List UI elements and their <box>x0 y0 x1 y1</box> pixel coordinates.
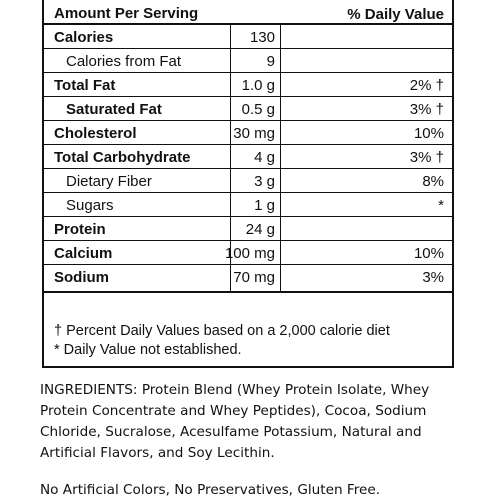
footnote-star: * Daily Value not established. <box>54 342 242 358</box>
nutrient-dv: 10% <box>413 125 444 142</box>
nutrient-dv: * <box>438 197 444 214</box>
nutrient-name: Calcium <box>54 245 113 262</box>
column-divider <box>280 25 281 293</box>
nutrient-amount: 30 mg <box>233 125 275 142</box>
row-calories <box>44 25 452 49</box>
nutrient-amount: 1.0 g <box>241 77 275 94</box>
nutrient-dv: 3% † <box>409 101 444 118</box>
nutrient-name: Protein <box>54 221 106 238</box>
row-sugars <box>44 193 452 217</box>
row-dietary-fiber <box>44 169 452 193</box>
claims-text: No Artificial Colors, No Preservatives, Gluten Free. <box>40 482 381 498</box>
nutrient-amount: 3 g <box>254 173 275 190</box>
column-divider <box>230 25 231 293</box>
row-sodium <box>44 265 452 293</box>
nutrient-name: Calories from Fat <box>66 53 182 70</box>
row-total-fat <box>44 73 452 97</box>
row-saturated-fat <box>44 97 452 121</box>
daily-value-label: % Daily Value <box>347 6 444 23</box>
nutrient-dv: 10% <box>413 245 444 262</box>
nutrient-dv: 8% <box>422 173 444 190</box>
row-protein <box>44 217 452 241</box>
nutrient-amount: 130 <box>249 29 275 46</box>
row-total-carbohydrate <box>44 145 452 169</box>
footnote-dagger: † Percent Daily Values based on a 2,000 calorie diet <box>54 323 390 339</box>
nutrient-amount: 24 g <box>245 221 275 238</box>
nutrient-name: Cholesterol <box>54 125 137 142</box>
nutrient-name: Calories <box>54 29 114 46</box>
nutrient-name: Saturated Fat <box>66 101 162 118</box>
table-header <box>44 0 452 25</box>
row-calories-from-fat <box>44 49 452 73</box>
nutrient-amount: 100 mg <box>224 245 275 262</box>
row-calcium <box>44 241 452 265</box>
nutrient-name: Total Fat <box>54 77 116 94</box>
amount-per-serving-label: Amount Per Serving <box>54 5 199 22</box>
ingredients-text: INGREDIENTS: Protein Blend (Whey Protein Isolate, Whey Protein Concentrate and Whey Peptides), Cocoa, Sodium Chloride, Sucralose, Acesulfame Potassium, Natural and Artificial Flavors, and Soy Lecithin. <box>40 382 430 461</box>
nutrient-amount: 0.5 g <box>241 101 275 118</box>
nutrient-name: Dietary Fiber <box>66 173 152 190</box>
nutrient-dv: 2% † <box>409 77 444 94</box>
nutrition-facts-panel <box>42 0 454 368</box>
nutrient-amount: 70 mg <box>233 269 275 286</box>
nutrient-name: Sugars <box>66 197 114 214</box>
nutrient-name: Sodium <box>54 269 109 286</box>
nutrient-dv: 3% <box>422 269 444 286</box>
nutrient-name: Total Carbohydrate <box>54 149 191 166</box>
nutrient-dv: 3% † <box>409 149 444 166</box>
nutrient-amount: 4 g <box>254 149 275 166</box>
row-cholesterol <box>44 121 452 145</box>
nutrient-amount: 1 g <box>254 197 275 214</box>
nutrient-amount: 9 <box>266 53 275 70</box>
